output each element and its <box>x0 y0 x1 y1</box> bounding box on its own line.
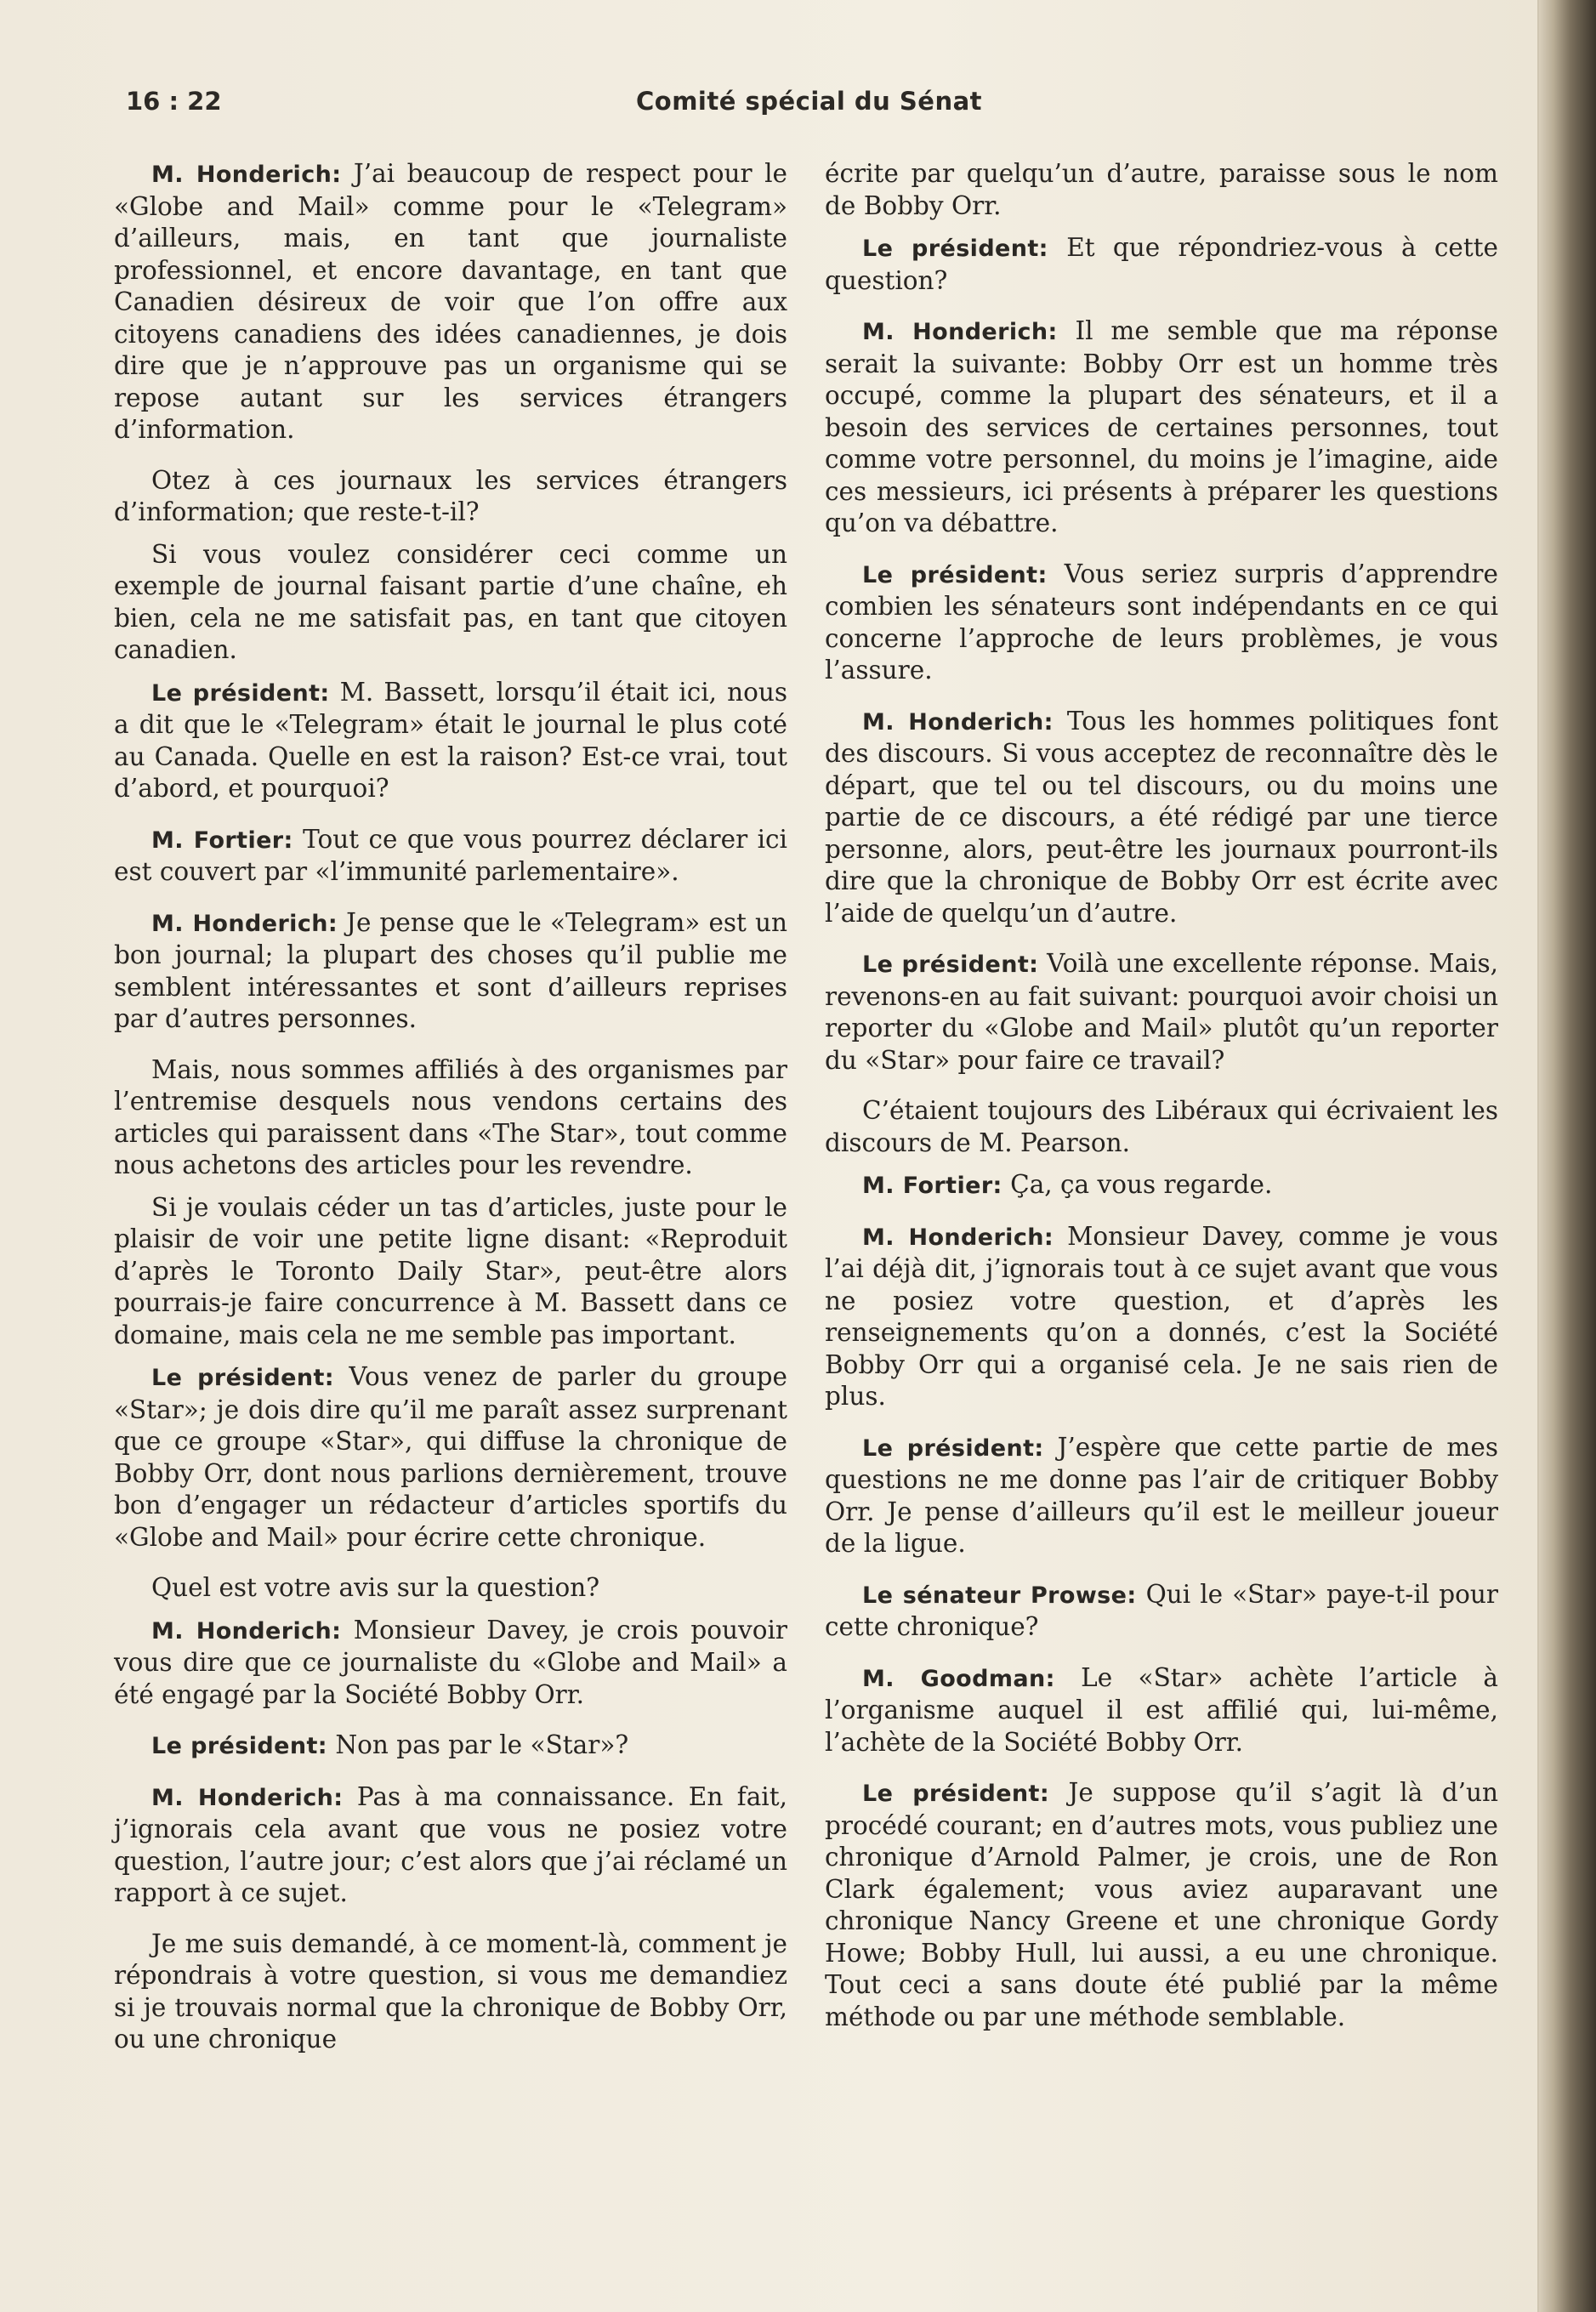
paragraph-text: Vous venez de parler du groupe «Star»; je dois dire qu’il me paraît assez surprenant que ce groupe «Star», qui diffuse la chronique de Bobby Orr, dont nous parlions dernièrement, trouve bon d’engager un rédacteur d’articles sportifs du «Globe and Mail» pour écrire cette chronique. <box>114 1362 787 1552</box>
paragraph <box>825 1579 1498 1644</box>
speaker-name: Le président: <box>862 951 1039 978</box>
paragraph <box>114 1054 787 1182</box>
paragraph <box>114 1781 787 1910</box>
paragraph-text: Mais, nous sommes affiliés à des organismes par l’entremise desquels nous vendons certains des articles qui paraissent dans «The Star», tout comme nous achetons des articles pour les revendre. <box>114 1054 787 1179</box>
paragraph <box>825 315 1498 540</box>
paragraph-text: Je me suis demandé, à ce moment-là, comment je répondrais à votre question, si vous me demandiez si je trouvais normal que la chronique de Bobby Orr, ou une chronique <box>114 1929 787 2054</box>
paragraph-text: Si je voulais céder un tas d’articles, juste pour le plaisir de voir une petite ligne disant: «Reproduit d’après le Toronto Daily Star», peut-être alors pourrais-je faire concurrence à M. Bassett dans ce domaine, mais cela ne me semble pas important. <box>114 1192 787 1349</box>
speaker-name: Le sénateur Prowse: <box>862 1582 1137 1609</box>
running-header <box>126 87 1505 124</box>
paragraph <box>114 539 787 667</box>
speaker-name: Le président: <box>862 561 1048 588</box>
paragraph <box>114 158 787 446</box>
paragraph-text: Ça, ça vous regarde. <box>1010 1170 1273 1199</box>
right-column <box>825 158 1498 2052</box>
speaker-name: Le président: <box>151 679 330 707</box>
paragraph-text: J’espère que cette partie de mes questions ne me donne pas l’air de critiquer Bobby Orr. Je pense d’ailleurs qu’il est le meilleur joueur de la ligue. <box>825 1432 1498 1558</box>
paragraph-text: Vous seriez surpris d’apprendre combien les sénateurs sont indépendants en ce qui concerne l’approche de leurs problèmes, je vous l’assure. <box>825 559 1498 685</box>
speaker-name: M. Honderich: <box>862 319 1058 345</box>
paragraph <box>825 1169 1498 1202</box>
paragraph <box>825 232 1498 297</box>
speaker-name: M. Honderich: <box>151 1784 344 1811</box>
paragraph-text: Je pense que le «Telegram» est un bon journal; la plupart des choses qu’il publie me semblent intéressantes et sont d’ailleurs reprises par d’autres personnes. <box>114 907 787 1033</box>
speaker-name: Le président: <box>862 1434 1044 1462</box>
paragraph-text: Voilà une excellente réponse. Mais, revenons-en au fait suivant: pourquoi avoir choisi un reporter du «Globe and Mail» plutôt qu’un reporter du «Star» pour faire ce travail? <box>825 949 1498 1075</box>
paragraph-text: Si vous voulez considérer ceci comme un exemple de journal faisant partie d’une chaîne, eh bien, cela ne me satisfait pas, en tant que citoyen canadien. <box>114 539 787 664</box>
paragraph <box>825 1095 1498 1159</box>
paragraph <box>825 948 1498 1076</box>
paragraph-text: J’ai beaucoup de respect pour le «Globe and Mail» comme pour le «Telegram» d’ailleurs, mais, en tant que journaliste professionnel, et encore davantage, en tant que Canadien désireux de voir que l’on offre aux citoyens canadiens des idées canadiennes, je dois dire que je n’approuve pas un organisme qui se repose autant sur les services étrangers d’information. <box>114 159 787 444</box>
paragraph-text: Monsieur Davey, comme je vous l’ai déjà dit, j’ignorais tout à ce sujet avant que vous ne posiez votre question, et d’après les renseignements qu’on a donnés, c’est la Société Bobby Orr qui a organisé cela. Je ne sais rien de plus. <box>825 1221 1499 1411</box>
paragraph-text: Tout ce que vous pourrez déclarer ici est couvert par «l’immunité parlementaire». <box>114 824 787 886</box>
speaker-name: M. Honderich: <box>151 162 342 188</box>
paragraph <box>114 1361 787 1554</box>
paragraph-text: Monsieur Davey, je crois pouvoir vous dire que ce journaliste du «Globe and Mail» a été engagé par la Société Bobby Orr. <box>114 1615 788 1709</box>
paragraph-text: Otez à ces journaux les services étrangers d’information; que reste-t-il? <box>114 465 787 526</box>
paragraph <box>825 706 1498 930</box>
paragraph-text: Qui le «Star» paye-t-il pour cette chronique? <box>825 1579 1498 1641</box>
speaker-name: Le président: <box>862 1781 1050 1807</box>
paragraph <box>114 907 787 1036</box>
paragraph <box>114 1615 787 1712</box>
paragraph-text: Je suppose qu’il s’agit là d’un procédé courant; en d’autres mots, vous publiez une chronique d’Arnold Palmer, je crois, une de Ron Clark également; vous aviez auparavant une chronique Nancy Greene et une chronique Gordy Howe; Bobby Hull, lui aussi, a eu une chronique. Tout ceci a sans doute été publié par la même méthode ou par une méthode semblable. <box>825 1778 1498 2031</box>
left-column <box>114 158 787 2066</box>
paragraph <box>114 1730 787 1763</box>
paragraph <box>114 1572 787 1605</box>
paragraph-text: Non pas par le «Star»? <box>335 1730 629 1759</box>
speaker-name: Le président: <box>151 1365 334 1391</box>
paragraph <box>825 1662 1498 1759</box>
paragraph <box>825 1221 1498 1413</box>
paragraph-text: Et que répondriez-vous à cette question? <box>825 233 1498 295</box>
paragraph-text: M. Bassett, lorsqu’il était ici, nous a dit que le «Telegram» était le journal le plus coté au Canada. Quelle en est la raison? Est-ce vrai, tout d’abord, et pourquoi? <box>114 677 787 803</box>
paragraph-text: Il me semble que ma réponse serait la suivante: Bobby Orr est un homme très occupé, comme la plupart des sénateurs, et il a besoin des services de certaines personnes, tout comme votre personnel, du moins je l’imagine, aide ces messieurs, ici présents à préparer les questions qu’on va débattre. <box>825 316 1498 537</box>
paragraph <box>114 465 787 529</box>
speaker-name: Le président: <box>151 1733 327 1759</box>
speaker-name: M. Fortier: <box>151 827 293 854</box>
book-gutter-shadow <box>1539 0 1596 2312</box>
paragraph <box>825 158 1498 222</box>
paragraph <box>825 559 1498 687</box>
paragraph <box>114 1192 787 1352</box>
paragraph-text: Le «Star» achète l’article à l’organisme auquel il est affilié qui, lui-même, l’achète de la Société Bobby Orr. <box>825 1662 1498 1757</box>
speaker-name: M. Honderich: <box>862 1224 1054 1251</box>
speaker-name: M. Honderich: <box>151 1617 342 1645</box>
paragraph <box>825 1777 1498 2033</box>
paragraph-text: Tous les hommes politiques font des discours. Si vous acceptez de reconnaître dès le départ, que tel ou tel discours, ou du moins une partie de ce discours, a été rédigé par une tierce personne, alors, peut-être les journaux pourront-ils dire que la chronique de Bobby Orr est écrite avec l’aide de quelqu’un d’autre. <box>825 706 1498 928</box>
paragraph <box>114 824 787 889</box>
committee-title: Comité spécial du Sénat <box>636 87 983 116</box>
paragraph <box>114 677 787 805</box>
speaker-name: M. Goodman: <box>862 1665 1055 1692</box>
speaker-name: M. Honderich: <box>151 910 338 937</box>
speaker-name: M. Fortier: <box>862 1173 1002 1199</box>
paragraph <box>114 1929 787 2056</box>
page-number: 16 : 22 <box>126 87 222 116</box>
paragraph-text: C’étaient toujours des Libéraux qui écrivaient les discours de M. Pearson. <box>825 1096 1498 1157</box>
paragraph-text: écrite par quelqu’un d’autre, paraisse sous le nom de Bobby Orr. <box>825 159 1498 220</box>
speaker-name: M. Honderich: <box>862 708 1054 736</box>
speaker-name: Le président: <box>862 236 1048 262</box>
paragraph-text: Pas à ma connaissance. En fait, j’ignorais cela avant que vous ne posiez votre question, l’autre jour; c’est alors que j’ai réclamé un rapport à ce sujet. <box>114 1781 787 1907</box>
paragraph <box>825 1432 1498 1560</box>
paragraph-text: Quel est votre avis sur la question? <box>151 1573 600 1602</box>
